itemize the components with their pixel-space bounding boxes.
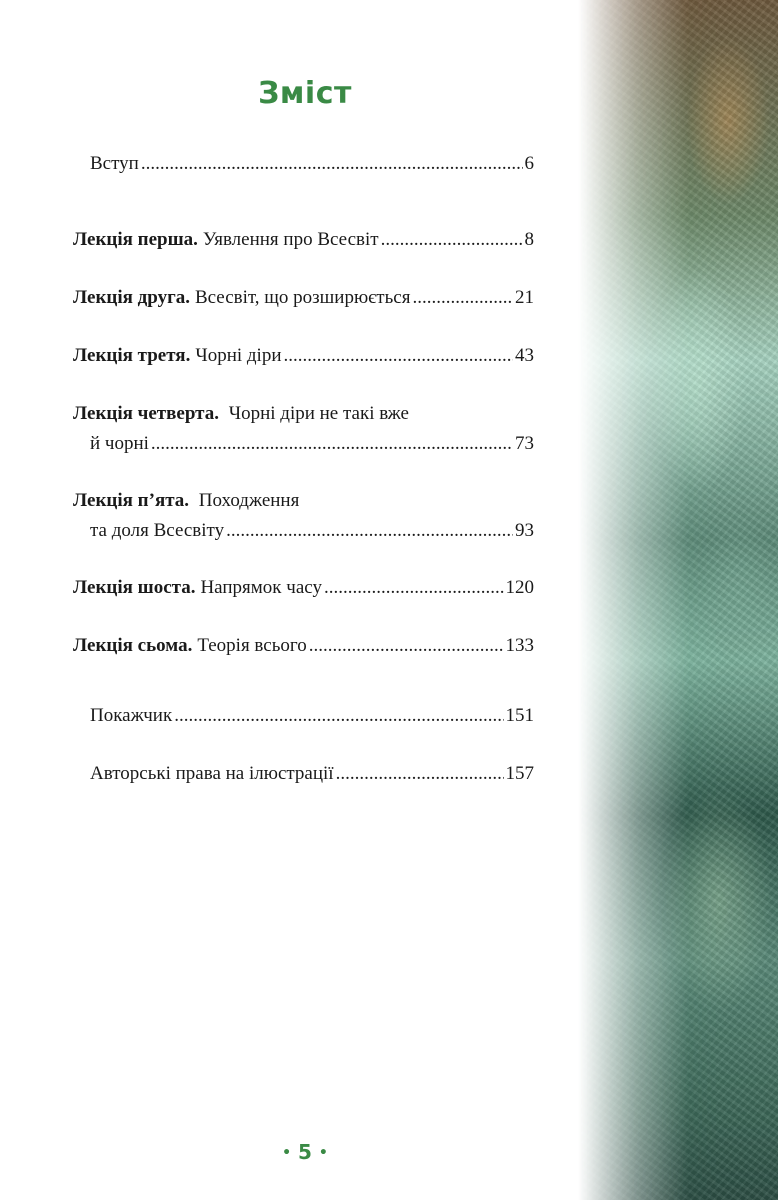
lecture-number: Лекція четверта. [73,403,219,424]
toc-page-number: 93 [515,520,534,541]
lecture-title: Уявлення про Всесвіт [202,229,379,250]
toc-entry-lecture-5-line-1[interactable] [73,489,299,513]
toc-entry-lecture-2[interactable] [73,286,534,310]
page-folio [0,1140,610,1164]
toc-page-number: 6 [524,153,534,174]
dot-leader [336,762,504,786]
toc-entry-intro[interactable] [90,152,534,176]
lecture-number: Лекція третя. [73,345,191,366]
toc-entry-label: Покажчик [90,705,173,726]
toc-page-number: 43 [515,345,534,366]
toc-entry-lecture-7[interactable] [73,634,534,658]
lecture-title-continued: й чорні [90,433,149,454]
page-number: 5 [298,1140,312,1164]
lecture-number: Лекція п’ята. [73,490,190,511]
dot-leader [324,576,504,600]
lecture-number: Лекція шоста. [73,577,196,598]
lecture-title: Напрямок часу [200,577,322,598]
dot-leader [381,228,523,252]
dot-leader [151,432,513,456]
toc-entry-lecture-4-line-2[interactable] [90,432,534,456]
toc-page-number: 133 [505,635,534,656]
toc-entry-lecture-3[interactable] [73,344,534,368]
lecture-title: Теорія всього [197,635,307,656]
toc-entry-label: Вступ [90,153,139,174]
toc-page-number: 120 [505,577,534,598]
toc-page-number: 8 [524,229,534,250]
dot-leader [226,519,513,543]
lecture-title: Всесвіт, що розширюється [194,287,411,308]
toc-entry-lecture-4-line-1[interactable] [73,402,409,426]
dot-leader [412,286,513,310]
lecture-number: Лекція друга. [73,287,190,308]
dot-leader [309,634,504,658]
dot-leader [141,152,523,176]
folio-dot-left: • [282,1145,292,1161]
dot-leader [284,344,513,368]
toc-entry-lecture-5-line-2[interactable] [90,519,534,543]
toc-page-number: 21 [515,287,534,308]
dot-leader [174,704,503,728]
lecture-title: Походження [198,490,300,511]
toc-page-number: 73 [515,433,534,454]
page-title: Зміст [258,76,352,111]
toc-entry-credits[interactable] [90,762,534,786]
lecture-number: Лекція сьома. [73,635,193,656]
toc-page-number: 157 [505,763,534,784]
lecture-title: Чорні діри [195,345,282,366]
toc-entry-label: Авторські права на ілюстрації [90,763,334,784]
lecture-title-continued: та доля Всесвіту [90,520,225,541]
toc-entry-index[interactable] [90,704,534,728]
lecture-title: Чорні діри не такі вже [228,403,409,424]
toc-page-number: 151 [505,705,534,726]
lecture-number: Лекція перша. [73,229,198,250]
toc-entry-lecture-6[interactable] [73,576,534,600]
folio-dot-right: • [318,1145,328,1161]
toc-entry-lecture-1[interactable] [73,228,534,252]
